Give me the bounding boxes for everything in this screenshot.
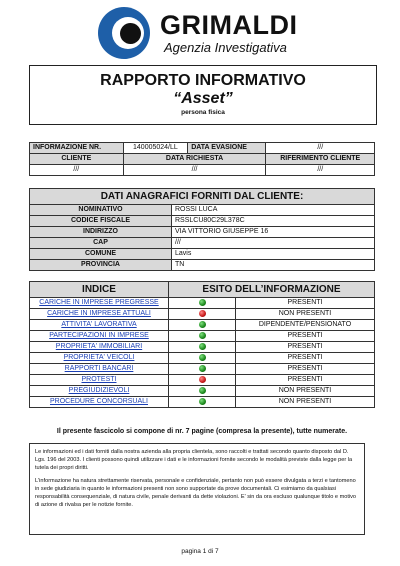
field-label: CAP [30,238,172,249]
anagrafici-caption: DATI ANAGRAFICI FORNITI DAL CLIENTE: [30,189,375,205]
status-cell [169,309,236,320]
status-cell [169,331,236,342]
field-label: PROVINCIA [30,260,172,271]
field-label: NOMINATIVO [30,205,172,216]
report-subtitle: “Asset” [173,90,233,107]
logo-subtitle: Agenzia Investigativa [164,40,287,55]
data-evasione-value: /// [266,143,375,154]
field-value: TN [172,260,375,271]
field-value: RSSLCU80C29L378C [172,216,375,227]
request-info-table [29,142,375,176]
section-link[interactable]: PREGIUDIZIEVOLI [30,386,169,397]
result-value: PRESENTI [236,353,375,364]
data-richiesta-value: /// [123,165,266,176]
section-link[interactable]: PROPRIETA' VEICOLI [30,353,169,364]
status-red-icon [199,310,206,317]
section-link[interactable]: ATTIVITA' LAVORATIVA [30,320,169,331]
anagrafici-table [29,188,375,271]
status-cell [169,342,236,353]
table-row [30,364,375,375]
table-row [30,397,375,408]
informazione-value: 140005024/LL [123,143,188,154]
riferimento-value: /// [266,165,375,176]
status-cell [169,298,236,309]
riferimento-header: RIFERIMENTO CLIENTE [266,154,375,165]
status-cell [169,320,236,331]
result-value: NON PRESENTI [236,397,375,408]
status-green-icon [199,332,206,339]
informazione-header: INFORMAZIONE NR. [30,143,124,154]
notice-paragraph: Le informazioni ed i dati forniti dalla nostra azienda alla propria clientela, sono raccolti e trattati secondo quanto disposto dal D. Lgs. 196 del 2003. I clienti possono quindi utilizzare i dati e le informazioni fornite secondo le modalità previste dalla legge per la tutela dei propri diritti. [35,449,353,471]
status-cell [169,375,236,386]
esito-table [29,281,375,408]
status-cell [169,353,236,364]
status-cell [169,386,236,397]
result-value: PRESENTI [236,375,375,386]
report-title: RAPPORTO INFORMATIVO [100,72,306,89]
section-link[interactable]: PROPRIETA' IMMOBILIARI [30,342,169,353]
report-title-box [29,65,377,125]
section-link[interactable]: CARICHE IN IMPRESE ATTUALI [30,309,169,320]
section-link[interactable]: PROTESTI [30,375,169,386]
cliente-value: /// [30,165,124,176]
company-logo [98,7,308,59]
status-cell [169,364,236,375]
esito-header: ESITO DELL’INFORMAZIONE [169,282,375,298]
section-link[interactable]: RAPPORTI BANCARI [30,364,169,375]
page-count-summary: Il presente fascicolo si compone di nr. 7 pagine (compresa la presente), tutte numerate. [56,428,348,435]
status-green-icon [199,299,206,306]
table-row [30,386,375,397]
table-row [30,309,375,320]
table-row [30,375,375,386]
field-label: COMUNE [30,249,172,260]
status-green-icon [199,321,206,328]
table-row [30,342,375,353]
status-green-icon [199,343,206,350]
table-row [30,298,375,309]
data-richiesta-header: DATA RICHIESTA [123,154,266,165]
result-value: NON PRESENTI [236,386,375,397]
page-number: pagina 1 di 7 [181,548,219,555]
field-label: CODICE FISCALE [30,216,172,227]
table-row [30,353,375,364]
status-green-icon [199,354,206,361]
result-value: DIPENDENTE/PENSIONATO [236,320,375,331]
indice-header: INDICE [30,282,169,298]
status-cell [169,397,236,408]
status-red-icon [199,376,206,383]
section-link[interactable]: PARTECIPAZIONI IN IMPRESE [30,331,169,342]
notice-paragraph: L'informazione ha natura strettamente riservata, personale e confidenziale, pertanto non può essere divulgata a terzi e tantomeno in sede giudiziaria in quanto le informazioni presenti non sono supportate da prove documentali. Ci esimiamo da qualsiasi responsabilità consequenziale, di natura civile, penale derivanti da dette violazioni. E' sin da ora escluso qualunque titolo e motivo di azione di rivalsa per le notizie fornite. [35,478,357,508]
status-green-icon [199,387,206,394]
status-green-icon [199,365,206,372]
field-value: Lavis [172,249,375,260]
report-type: persona fisica [181,109,225,116]
legal-notice [29,443,365,535]
cliente-header: CLIENTE [30,154,124,165]
result-value: PRESENTI [236,342,375,353]
field-value: ROSSI LUCA [172,205,375,216]
field-value: /// [172,238,375,249]
logo-name: GRIMALDI [160,10,298,40]
section-link[interactable]: CARICHE IN IMPRESE PREGRESSE [30,298,169,309]
result-value: PRESENTI [236,364,375,375]
table-row [30,320,375,331]
field-value: VIA VITTORIO GIUSEPPE 16 [172,227,375,238]
field-label: INDIRIZZO [30,227,172,238]
result-value: PRESENTI [236,331,375,342]
eye-logo-icon [98,7,150,59]
section-link[interactable]: PROCEDURE CONCORSUALI [30,397,169,408]
result-value: PRESENTI [236,298,375,309]
data-evasione-header: DATA EVASIONE [188,143,266,154]
table-row [30,331,375,342]
result-value: NON PRESENTI [236,309,375,320]
status-green-icon [199,398,206,405]
